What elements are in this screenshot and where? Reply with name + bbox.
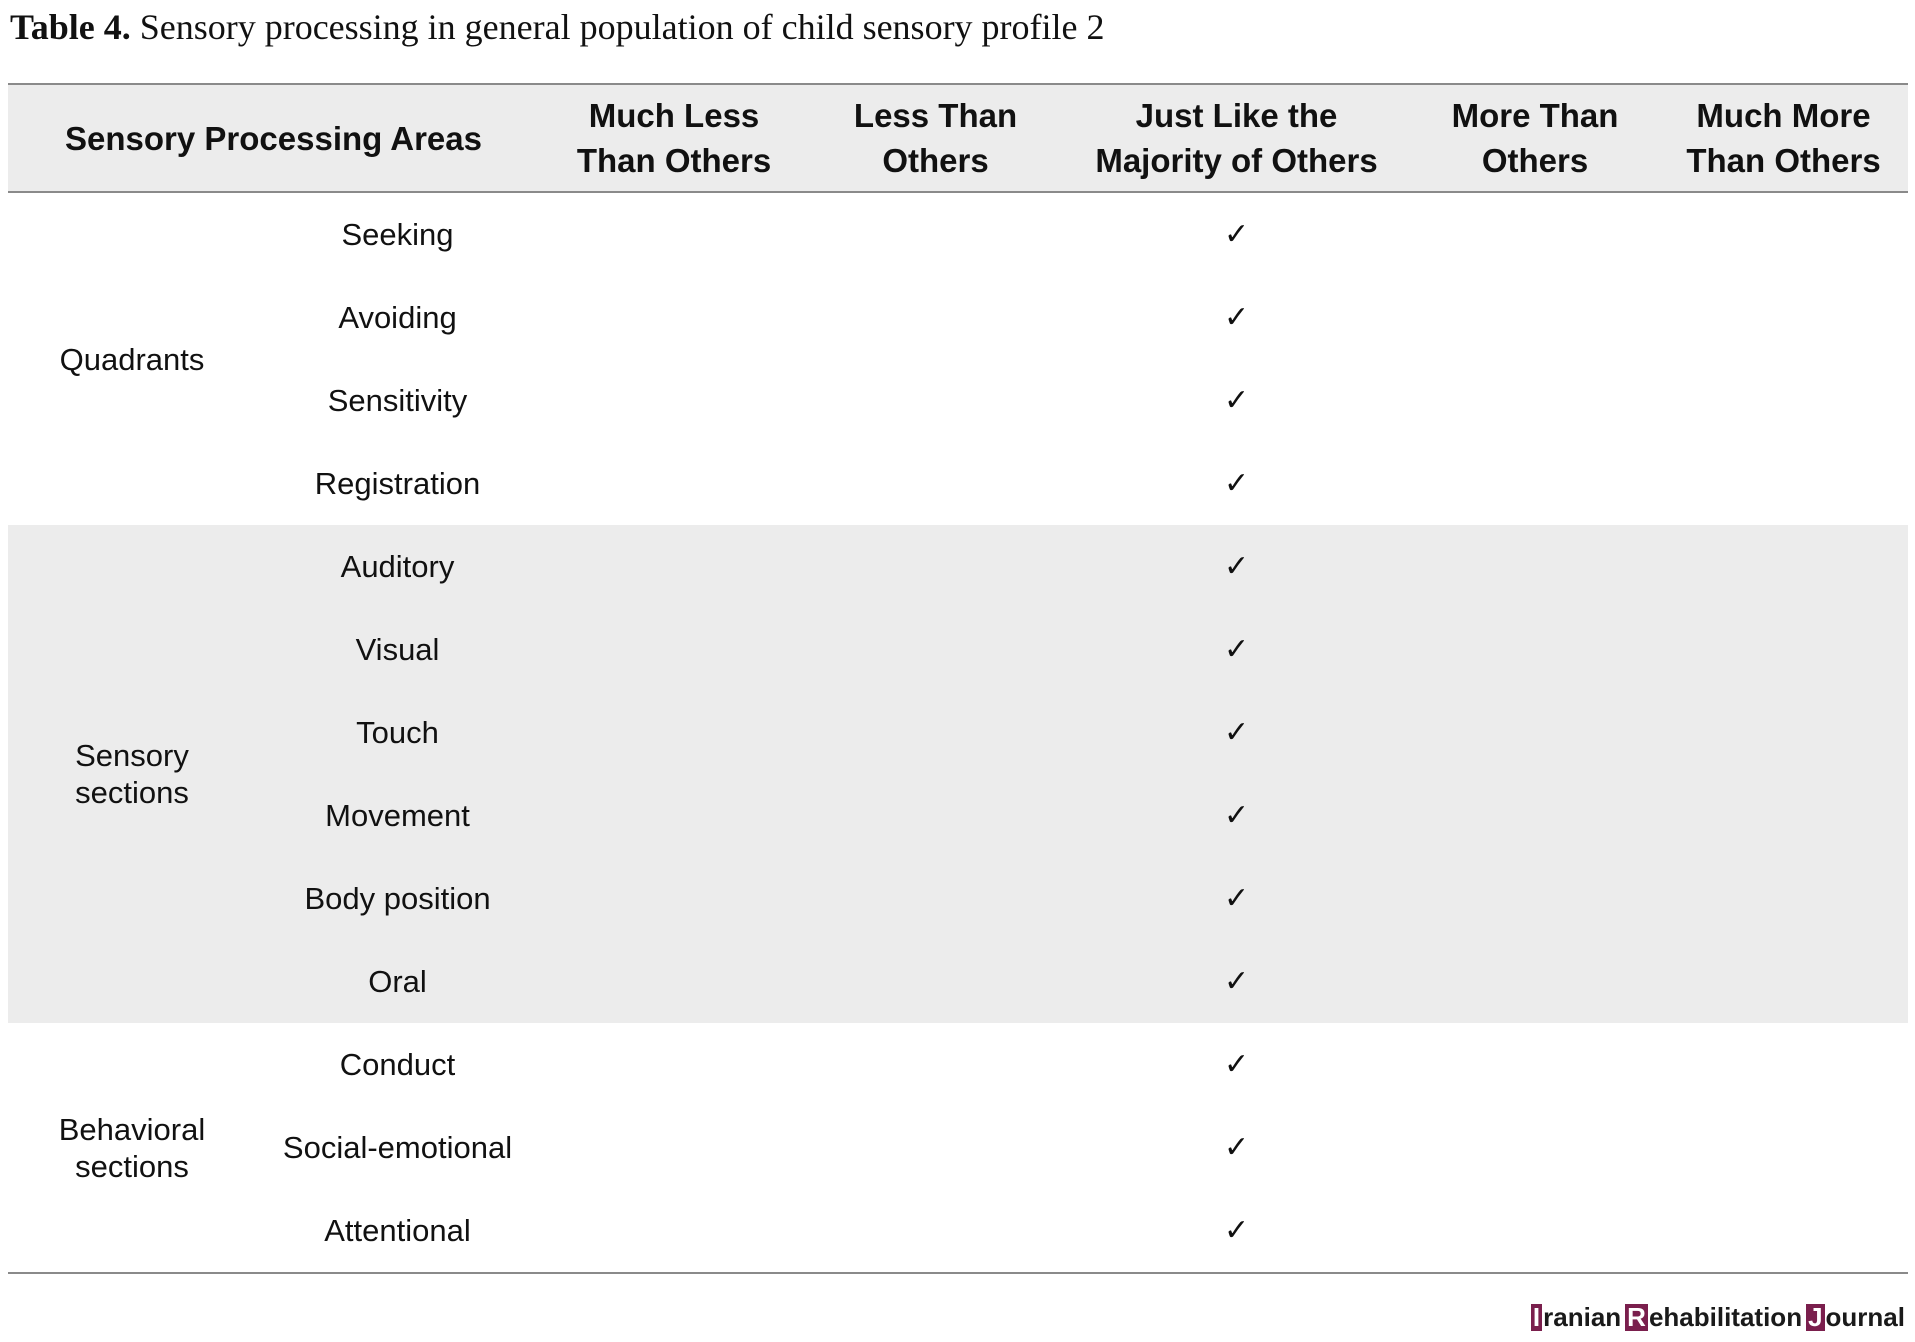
- cell-more: [1411, 525, 1659, 608]
- group-label: Quadrants: [59, 341, 205, 377]
- cell-more: [1411, 442, 1659, 525]
- check-mark-icon: ✓: [1062, 525, 1411, 608]
- cell-much-less: [539, 359, 809, 442]
- table-row: [8, 608, 1908, 691]
- table-row: [8, 276, 1908, 359]
- cell-less: [809, 1023, 1062, 1106]
- cell-more: [1411, 774, 1659, 857]
- cell-much-more: [1659, 359, 1908, 442]
- group-cell-quadrants: [8, 192, 256, 525]
- cell-more: [1411, 1106, 1659, 1189]
- cell-less: [809, 857, 1062, 940]
- header-less-line2: Others: [882, 142, 989, 179]
- check-mark-icon: ✓: [1062, 1189, 1411, 1273]
- cell-more: [1411, 276, 1659, 359]
- cell-less: [809, 192, 1062, 276]
- check-mark-icon: ✓: [1223, 300, 1250, 335]
- cell-more: [1411, 359, 1659, 442]
- table-row: [8, 525, 1908, 608]
- check-mark-icon: ✓: [1223, 217, 1250, 252]
- journal-logo-initial: J: [1808, 1302, 1823, 1332]
- area-cell: Visual: [256, 608, 539, 691]
- check-mark-icon: ✓: [1062, 774, 1411, 857]
- cell-more: [1411, 691, 1659, 774]
- header-much-more: [1659, 84, 1908, 192]
- area-cell: Body position: [256, 857, 539, 940]
- area-cell: Avoiding: [338, 300, 457, 335]
- header-just-like: [1062, 84, 1411, 192]
- header-areas: [8, 84, 539, 192]
- cell-much-more: [1659, 940, 1908, 1023]
- header-more: [1411, 84, 1659, 192]
- group-label-line1: Sensory: [75, 738, 189, 773]
- cell-much-more: [1659, 276, 1908, 359]
- check-mark-icon: ✓: [1223, 466, 1250, 501]
- header-more-line1: More Than: [1451, 97, 1619, 134]
- sensory-processing-table: [8, 83, 1908, 1274]
- header-much-less: [539, 84, 809, 192]
- cell-less: [809, 525, 1062, 608]
- table-row: [8, 1106, 1908, 1189]
- area-cell: Auditory: [256, 525, 539, 608]
- area-cell: Oral: [256, 940, 539, 1023]
- cell-much-more: [1659, 1106, 1908, 1189]
- cell-much-less: [539, 940, 809, 1023]
- cell-much-less: [539, 1189, 809, 1273]
- header-just-like-line2: Majority of Others: [1095, 142, 1378, 179]
- check-mark-icon: ✓: [1223, 1130, 1250, 1165]
- cell-much-less: [539, 1106, 809, 1189]
- cell-much-more: [1659, 608, 1908, 691]
- table-row: [8, 940, 1908, 1023]
- cell-more: [1411, 940, 1659, 1023]
- cell-much-more: [1659, 857, 1908, 940]
- header-just-like-line1: Just Like the: [1135, 97, 1338, 134]
- cell-much-more: [1659, 1189, 1908, 1273]
- check-mark-icon: ✓: [1062, 940, 1411, 1023]
- cell-more: [1411, 857, 1659, 940]
- area-cell: Movement: [256, 774, 539, 857]
- header-much-less-line1: Much Less: [588, 97, 760, 134]
- table-row: [8, 442, 1908, 525]
- table-row: [8, 1189, 1908, 1273]
- table-caption-text: Sensory processing in general population of child sensory profile 2: [130, 7, 1105, 47]
- cell-less: [809, 608, 1062, 691]
- journal-logo-word: [1625, 1302, 1802, 1333]
- cell-much-less: [539, 442, 809, 525]
- journal-logo: [1531, 1302, 1905, 1333]
- check-mark-icon: ✓: [1223, 383, 1250, 418]
- cell-less: [809, 276, 1062, 359]
- header-much-more-line1: Much More: [1696, 97, 1871, 134]
- cell-more: [1411, 1189, 1659, 1273]
- journal-logo-initial: I: [1532, 1302, 1541, 1332]
- header-less: [809, 84, 1062, 192]
- check-mark-icon: ✓: [1062, 691, 1411, 774]
- area-cell: Social-emotional: [282, 1130, 513, 1165]
- header-much-more-line2: Than Others: [1686, 142, 1881, 179]
- table-container: [8, 83, 1908, 1274]
- area-cell: Registration: [314, 466, 481, 501]
- area-cell: Sensitivity: [327, 383, 468, 418]
- cell-much-less: [539, 192, 809, 276]
- cell-less: [809, 1189, 1062, 1273]
- check-mark-icon: ✓: [1062, 608, 1411, 691]
- group-label-line2: sections: [75, 775, 189, 810]
- journal-logo-rest: ehabilitation: [1648, 1302, 1803, 1332]
- cell-less: [809, 442, 1062, 525]
- cell-much-more: [1659, 442, 1908, 525]
- check-mark-icon: ✓: [1062, 857, 1411, 940]
- cell-more: [1411, 1023, 1659, 1106]
- cell-much-less: [539, 525, 809, 608]
- cell-much-more: [1659, 774, 1908, 857]
- area-cell: Touch: [256, 691, 539, 774]
- area-cell: Attentional: [256, 1189, 539, 1273]
- cell-much-more: [1659, 691, 1908, 774]
- cell-less: [809, 774, 1062, 857]
- cell-much-less: [539, 691, 809, 774]
- area-cell: Conduct: [339, 1047, 456, 1082]
- check-mark-icon: ✓: [1223, 1047, 1250, 1082]
- table-row: [8, 857, 1908, 940]
- journal-logo-rest: ournal: [1825, 1302, 1905, 1332]
- table-caption: [10, 6, 1105, 48]
- table-row: [8, 359, 1908, 442]
- journal-logo-word: [1806, 1302, 1905, 1333]
- cell-much-more: [1659, 1023, 1908, 1106]
- table-caption-label: Table 4.: [10, 7, 131, 47]
- header-areas-text: Sensory Processing Areas: [65, 119, 482, 157]
- cell-much-less: [539, 276, 809, 359]
- cell-less: [809, 940, 1062, 1023]
- table-row: [8, 774, 1908, 857]
- cell-more: [1411, 192, 1659, 276]
- cell-much-less: [539, 774, 809, 857]
- journal-logo-word: [1531, 1302, 1621, 1333]
- group-label-line1: Behavioral: [58, 1111, 206, 1147]
- cell-much-more: [1659, 192, 1908, 276]
- area-cell: Seeking: [341, 217, 454, 252]
- cell-much-less: [539, 608, 809, 691]
- header-more-line2: Others: [1481, 142, 1589, 179]
- cell-much-less: [539, 857, 809, 940]
- cell-less: [809, 359, 1062, 442]
- table-row: [8, 691, 1908, 774]
- group-label-line2: sections: [75, 1148, 189, 1184]
- cell-much-more: [1659, 525, 1908, 608]
- cell-less: [809, 1106, 1062, 1189]
- header-row: [8, 84, 1908, 192]
- cell-less: [809, 691, 1062, 774]
- header-less-line1: Less Than: [853, 97, 1018, 134]
- header-much-less-line2: Than Others: [576, 142, 772, 179]
- journal-logo-initial: R: [1627, 1302, 1646, 1332]
- group-cell-behavioral-sections: [8, 1023, 256, 1273]
- table-row: [8, 1023, 1908, 1106]
- journal-logo-rest: ranian: [1543, 1302, 1622, 1332]
- cell-much-less: [539, 1023, 809, 1106]
- cell-more: [1411, 608, 1659, 691]
- group-cell-sensory-sections: [8, 525, 256, 1023]
- table-row: [8, 192, 1908, 276]
